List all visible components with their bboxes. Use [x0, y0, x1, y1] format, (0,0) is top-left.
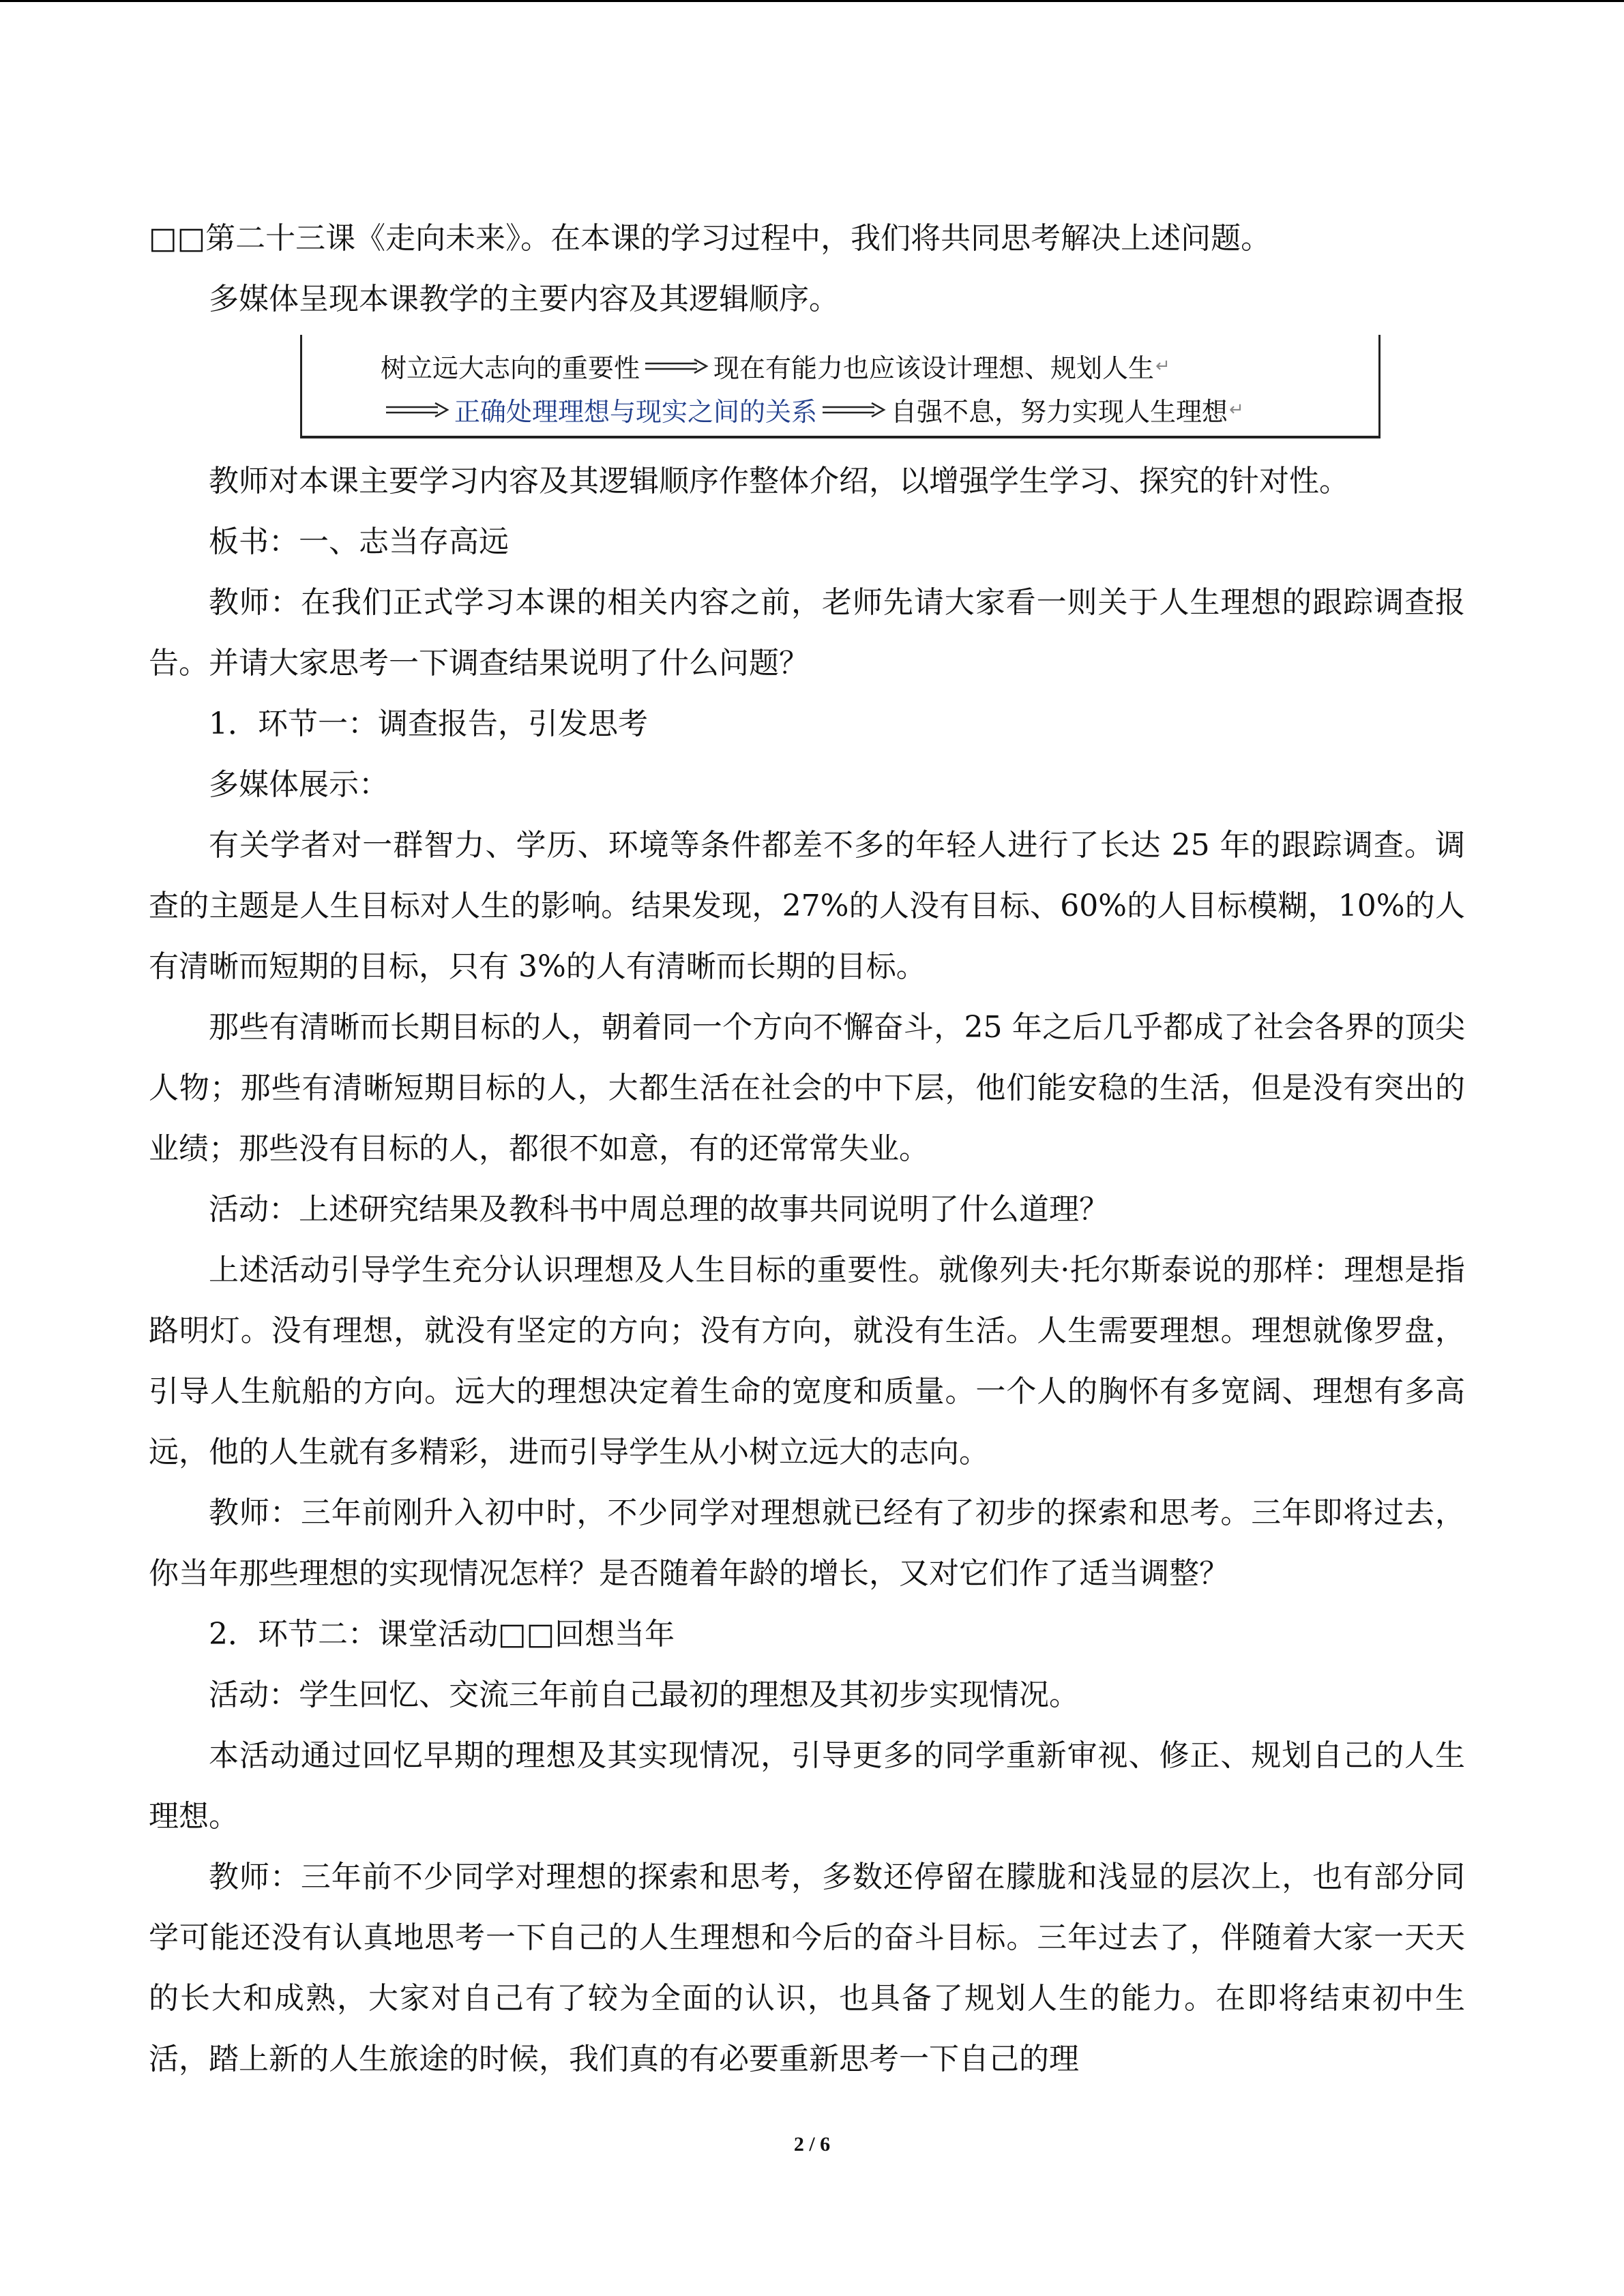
paragraph: 多媒体展示：: [209, 767, 389, 802]
return-mark: ↵: [1155, 355, 1170, 376]
paragraph: 板书：一、志当存高远: [209, 524, 509, 559]
paragraph: 上述活动引导学生充分认识理想及人生目标的重要性。就像列夫·托尔斯泰说的那样：理想是指路明灯。没有理想，就没有坚定的方向；没有方向，就没有生活。人生需要理想。理想就像罗盘，引导人生航船的方向。远大的理想决定着生命的宽度和质量。一个人的胸怀有多宽阔、理想有多高远，他的人生就有多精彩，进而引导学生从小树立远大的志向。: [149, 1253, 1465, 1470]
flow-line-1: [381, 347, 1170, 385]
return-mark: ↵: [1229, 399, 1244, 420]
paragraph: 教师对本课主要学习内容及其逻辑顺序作整体介绍，以增强学生学习、探究的针对性。: [209, 464, 1349, 498]
paragraph: 本活动通过回忆早期的理想及其实现情况，引导更多的同学重新审视、修正、规划自己的人生理想。: [149, 1738, 1465, 1834]
top-rule: [0, 0, 1624, 2]
paragraph: 教师：在我们正式学习本课的相关内容之前，老师先请大家看一则关于人生理想的跟踪调查报告。并请大家思考一下调查结果说明了什么问题？: [149, 585, 1465, 681]
flow-step-4: 自强不息，努力实现人生理想: [891, 397, 1228, 427]
paragraph: 教师：三年前不少同学对理想的探索和思考，多数还停留在朦胧和浅显的层次上，也有部分同学可能还没有认真地思考一下自己的人生理想和今后的奋斗目标。三年过去了，伴随着大家一天天的长大和成熟，大家对自己有了较为全面的认识，也具备了规划人生的能力。在即将结束初中生活，踏上新的人生旅途的时候，我们真的有必要重新思考一下自己的理: [149, 1860, 1465, 2076]
paragraph: 教师：三年前刚升入初中时，不少同学对理想就已经有了初步的探索和思考。三年即将过去，你当年那些理想的实现情况怎样？是否随着年龄的增长，又对它们作了适当调整？: [149, 1495, 1465, 1591]
paragraph: 2．环节二：课堂活动□□回想当年: [209, 1617, 675, 1652]
paragraph: 1．环节一：调查报告，引发思考: [209, 706, 648, 741]
paragraph: 多媒体呈现本课教学的主要内容及其逻辑顺序。: [209, 282, 839, 316]
logic-flow-diagram: [300, 335, 1381, 438]
flow-step-3: 正确处理理想与现实之间的关系: [454, 397, 818, 427]
flow-line-2: [381, 391, 1244, 428]
flow-step-2: 现在有能力也应该设计理想、规划人生: [713, 353, 1155, 383]
paragraph: 活动：上述研究结果及教科书中周总理的故事共同说明了什么道理？: [209, 1192, 1109, 1227]
paragraph: □□第二十三课《走向未来》。在本课的学习过程中，我们将共同思考解决上述问题。: [149, 221, 1271, 256]
document-body: [149, 208, 1465, 2089]
paragraph: 有关学者对一群智力、学历、环境等条件都差不多的年轻人进行了长达 25 年的跟踪调查。调查的主题是人生目标对人生的影响。结果发现，27%的人没有目标、60%的人目标模糊，10%的人有清晰而短期的目标，只有 3%的人有清晰而长期的目标。: [149, 828, 1465, 984]
paragraph: 那些有清晰而长期目标的人，朝着同一个方向不懈奋斗，25 年之后几乎都成了社会各界的顶尖人物；那些有清晰短期目标的人，大都生活在社会的中下层，他们能安稳的生活，但是没有突出的业绩；那些没有目标的人，都很不如意，有的还常常失业。: [149, 1010, 1465, 1166]
arrow-right-icon: [644, 357, 709, 375]
paragraph: 活动：学生回忆、交流三年前自己最初的理想及其初步实现情况。: [209, 1678, 1079, 1712]
arrow-right-icon: [821, 401, 887, 419]
page-number: 2 / 6: [793, 2133, 831, 2156]
arrow-right-icon: [385, 401, 450, 419]
flow-step-1: 树立远大志向的重要性: [381, 353, 640, 383]
